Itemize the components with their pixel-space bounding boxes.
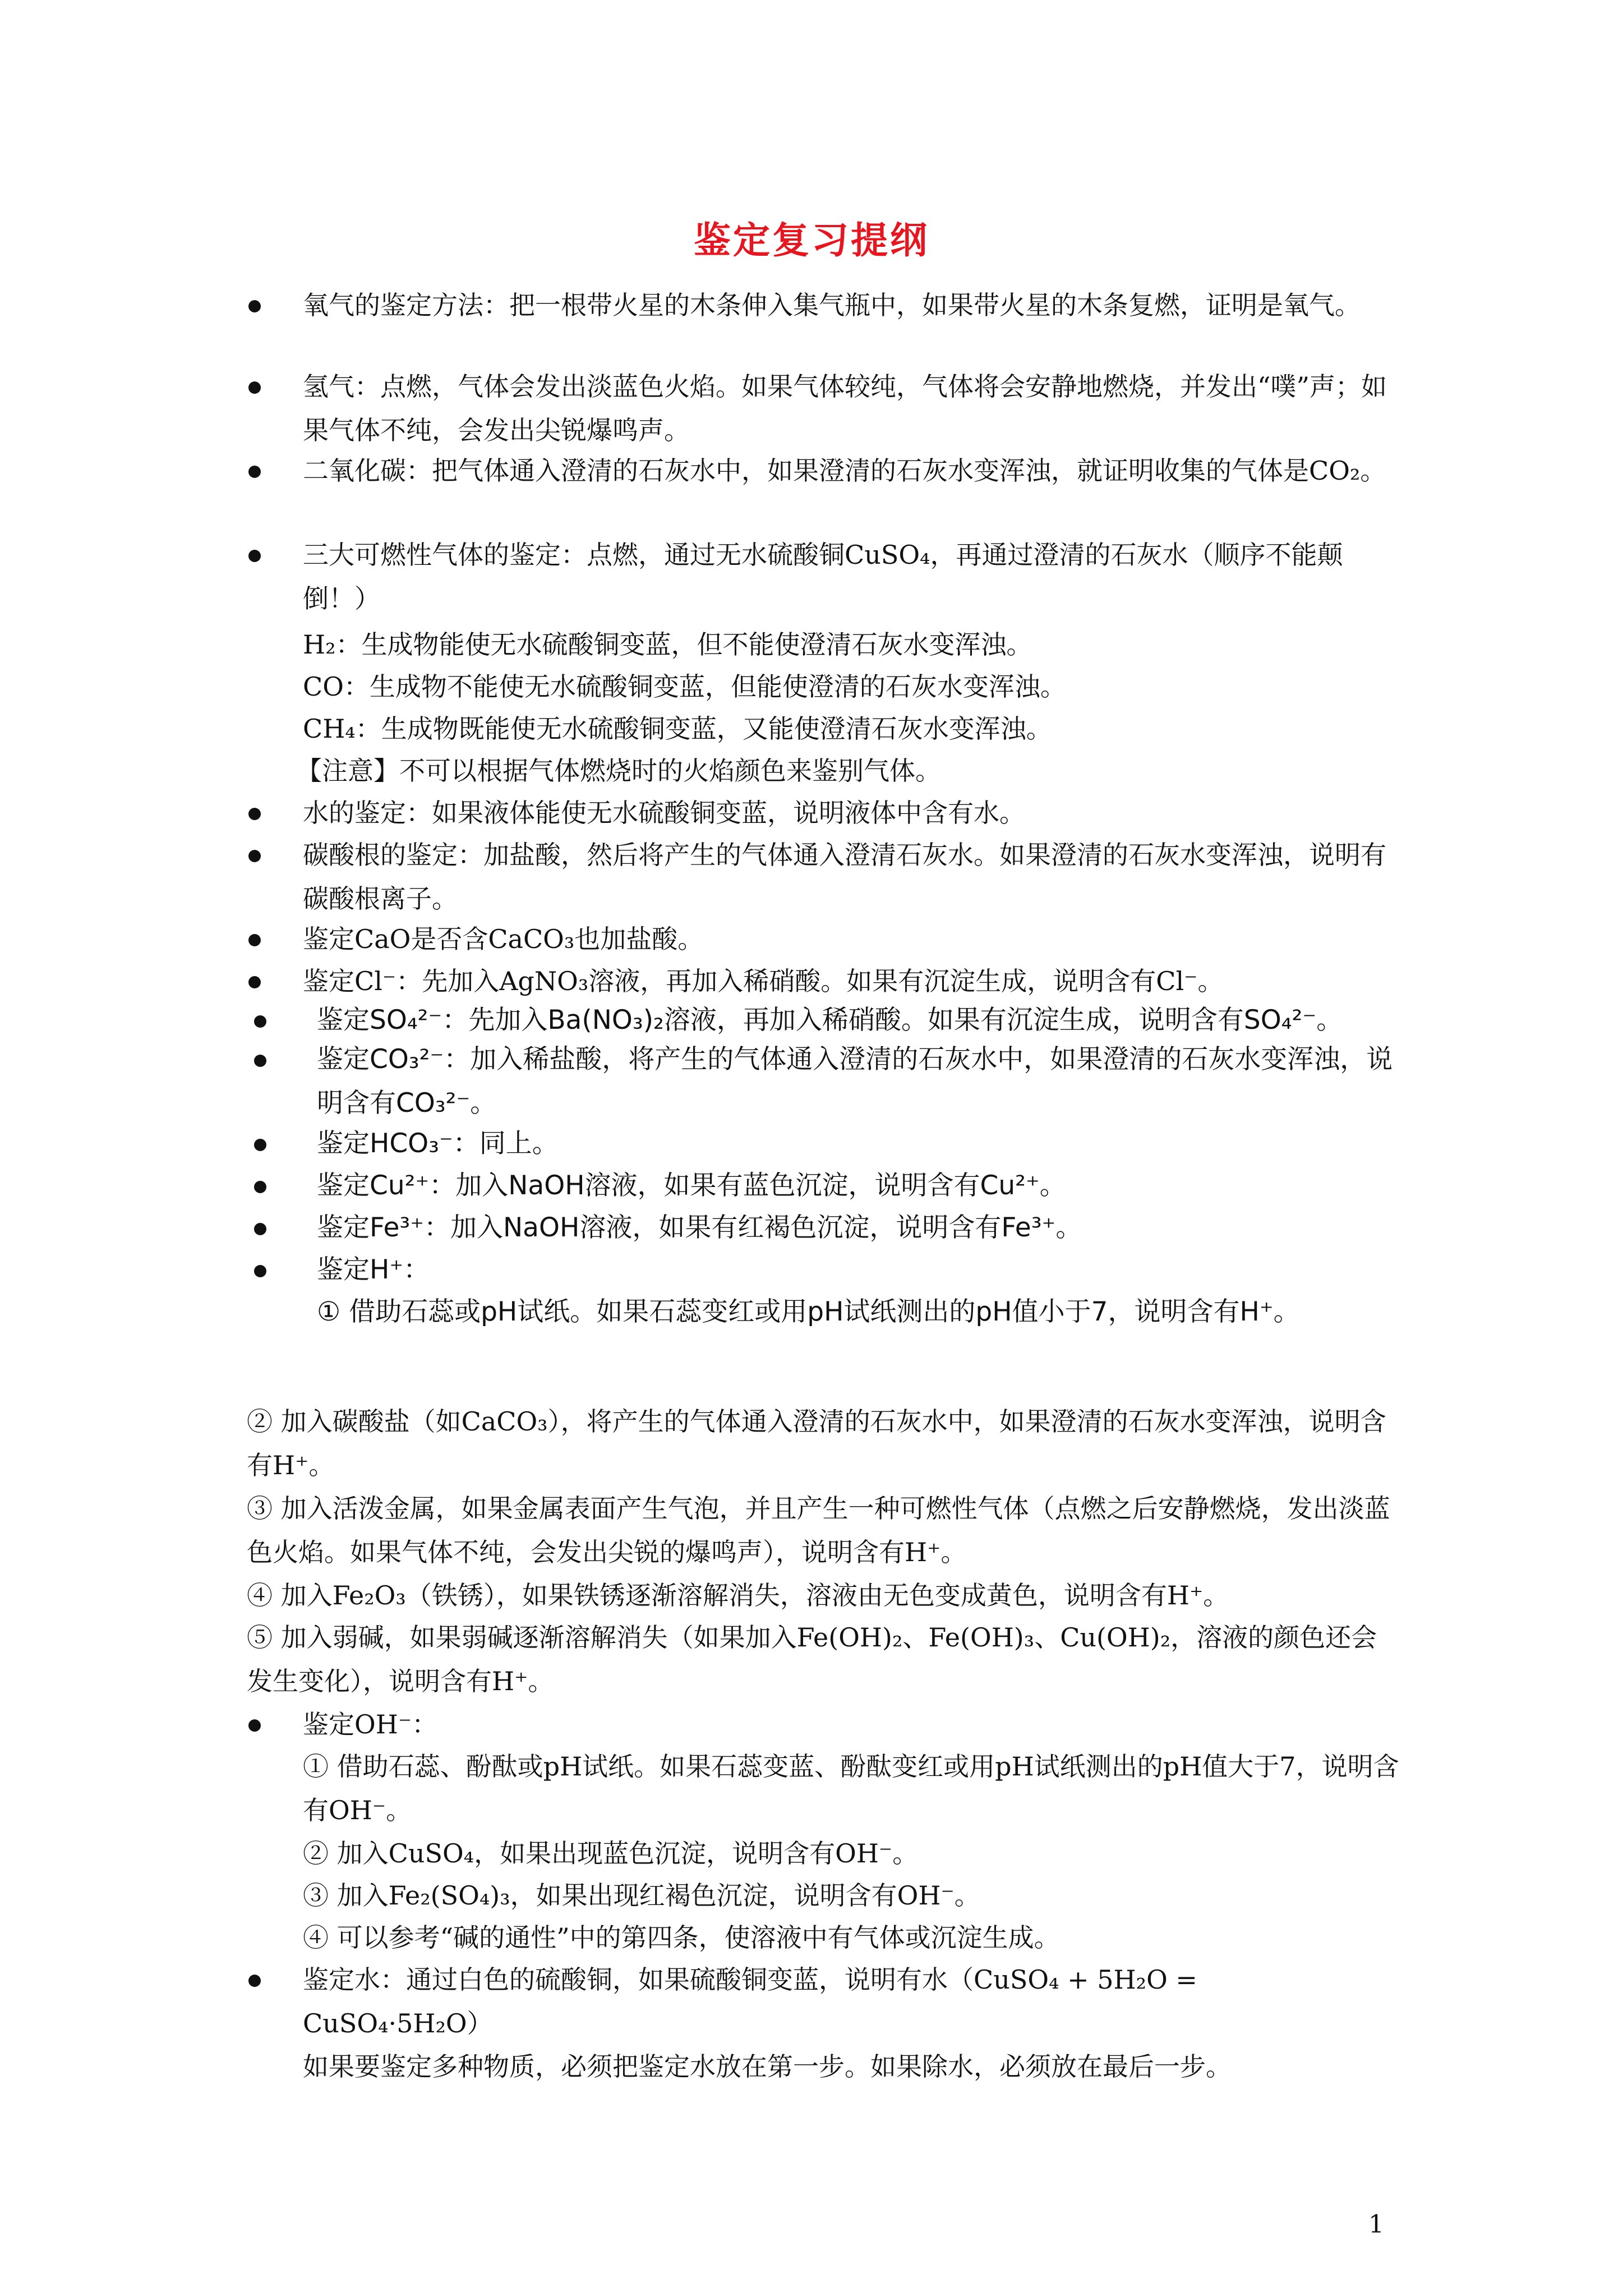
list-item: 鉴定OH⁻： [303,1709,438,1740]
sub-line: H₂：生成物能使无水硫酸铜变蓝，但不能使澄清石灰水变浑浊。 [303,629,1032,660]
bullet-icon [254,1139,266,1151]
bullet-icon [248,934,261,946]
list-item: 鉴定Cl⁻：先加入AgNO₃溶液，再加入稀硝酸。如果有沉淀生成，说明含有Cl⁻。 [303,966,1224,996]
list-item: 鉴定HCO₃⁻：同上。 [317,1128,559,1159]
list-item: 鉴定Fe³⁺：加入NaOH溶液，如果有红褐色沉淀，说明含有Fe³⁺。 [317,1212,1082,1243]
list-item: 鉴定SO₄²⁻：先加入Ba(NO₃)₂溶液，再加入稀硝酸。如果有沉淀生成，说明含有SO₄²⁻。 [317,1005,1343,1036]
bullet-icon [254,1015,266,1028]
page-number: 1 [1368,2210,1384,2239]
page-title: 鉴定复习提纲 [694,219,929,262]
sub-line: ⑤ 加入弱碱，如果弱碱逐渐溶解消失（如果加入Fe(OH)₂、Fe(OH)₃、Cu(OH)₂，溶液的颜色还会发生变化），说明含有H⁺。 [247,1622,1377,1696]
sub-line: ② 加入CuSO₄，如果出现蓝色沉淀，说明含有OH⁻。 [303,1838,919,1869]
bullet-icon [248,550,261,562]
sub-line: CH₄：生成物既能使无水硫酸铜变蓝，又能使澄清石灰水变浑浊。 [303,714,1052,744]
list-item: 三大可燃性气体的鉴定：点燃，通过无水硫酸铜CuSO₄，再通过澄清的石灰水（顺序不能颠倒！） [303,540,1343,614]
bullet-icon [248,300,261,312]
bullet-icon [248,976,261,988]
list-item: 鉴定CO₃²⁻：加入稀盐酸，将产生的气体通入澄清的石灰水中，如果澄清的石灰水变浑浊，说明含有CO₃²⁻。 [317,1044,1393,1119]
sub-line: ③ 加入活泼金属，如果金属表面产生气泡，并且产生一种可燃性气体（点燃之后安静燃烧，发出淡蓝色火焰。如果气体不纯，会发出尖锐的爆鸣声），说明含有H⁺。 [247,1493,1390,1567]
list-item: 氢气：点燃，气体会发出淡蓝色火焰。如果气体较纯，气体将会安静地燃烧，并发出“噗”声；如果气体不纯，会发出尖锐爆鸣声。 [303,371,1387,445]
bullet-icon [254,1181,266,1193]
bullet-icon [248,1719,261,1732]
sub-line: ③ 加入Fe₂(SO₄)₃，如果出现红褐色沉淀，说明含有OH⁻。 [303,1880,980,1911]
list-item: 鉴定CaO是否含CaCO₃也加盐酸。 [303,924,704,954]
bullet-icon [248,1975,261,1987]
bullet-icon [254,1055,266,1067]
bullet-icon [248,381,261,394]
list-item: 氧气的鉴定方法：把一根带火星的木条伸入集气瓶中，如果带火星的木条复燃，证明是氧气。 [303,290,1361,320]
bullet-icon [248,850,261,862]
bullet-icon [254,1265,266,1277]
sub-line: ④ 加入Fe₂O₃（铁锈），如果铁锈逐渐溶解消失，溶液由无色变成黄色，说明含有H⁺。 [247,1580,1229,1611]
bullet-icon [248,808,261,820]
sub-line: ④ 可以参考“碱的通性”中的第四条，使溶液中有气体或沉淀生成。 [303,1922,1060,1953]
note-line: 【注意】不可以根据气体燃烧时的火焰颜色来鉴别气体。 [296,756,941,786]
sub-line: ① 借助石蕊或pH试纸。如果石蕊变红或用pH试纸测出的pH值小于7，说明含有H⁺。 [317,1296,1300,1327]
sub-line: ② 加入碳酸盐（如CaCO₃），将产生的气体通入澄清的石灰水中，如果澄清的石灰水变浑浊，说明含有H⁺。 [247,1406,1386,1480]
list-item: 鉴定Cu²⁺：加入NaOH溶液，如果有蓝色沉淀，说明含有Cu²⁺。 [317,1170,1066,1201]
list-item: 碳酸根的鉴定：加盐酸，然后将产生的气体通入澄清石灰水。如果澄清的石灰水变浑浊，说明有碳酸根离子。 [303,840,1386,914]
sub-line: CO：生成物不能使无水硫酸铜变蓝，但能使澄清的石灰水变浑浊。 [303,671,1066,702]
bullet-icon [248,466,261,478]
list-item: 鉴定H⁺： [317,1254,430,1285]
bullet-icon [254,1223,266,1235]
list-item: 水的鉴定：如果液体能使无水硫酸铜变蓝，说明液体中含有水。 [303,798,1025,828]
sub-line: ① 借助石蕊、酚酞或pH试纸。如果石蕊变蓝、酚酞变红或用pH试纸测出的pH值大于7，说明含有OH⁻。 [303,1751,1399,1825]
sub-line: 如果要鉴定多种物质，必须把鉴定水放在第一步。如果除水，必须放在最后一步。 [303,2051,1232,2082]
list-item: 鉴定水：通过白色的硫酸铜，如果硫酸铜变蓝，说明有水（CuSO₄ + 5H₂O = CuSO₄·5H₂O） [303,1964,1197,2039]
list-item: 二氧化碳：把气体通入澄清的石灰水中，如果澄清的石灰水变浑浊，就证明收集的气体是CO₂。 [303,455,1386,486]
